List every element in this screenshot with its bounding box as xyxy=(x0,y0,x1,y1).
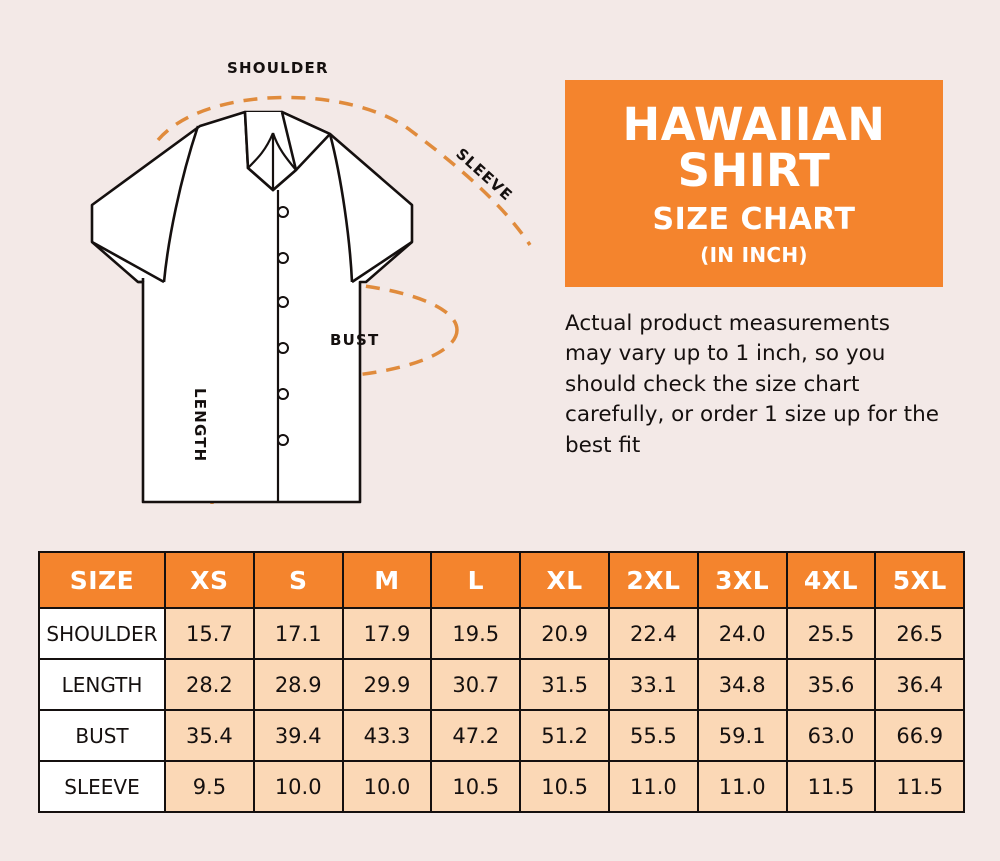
row-label-sleeve: SLEEVE xyxy=(39,761,165,812)
table-header-row xyxy=(39,552,964,608)
shoulder-label: SHOULDER xyxy=(227,59,329,77)
row-label-bust: BUST xyxy=(39,710,165,761)
cell-sleeve-2xl: 11.0 xyxy=(609,761,698,812)
title-line1: HAWAIIAN xyxy=(622,98,886,151)
bust-label: BUST xyxy=(330,331,380,349)
cell-length-3xl: 34.8 xyxy=(698,659,787,710)
table-col-header-3: M xyxy=(343,552,432,608)
sleeve-label: SLEEVE xyxy=(452,144,517,205)
unit-label: (IN INCH) xyxy=(700,242,808,267)
cell-length-xl: 31.5 xyxy=(520,659,609,710)
table-col-header-5: XL xyxy=(520,552,609,608)
row-label-length: LENGTH xyxy=(39,659,165,710)
cell-bust-m: 43.3 xyxy=(343,710,432,761)
size-table xyxy=(38,551,965,813)
row-label-shoulder: SHOULDER xyxy=(39,608,165,659)
cell-shoulder-l: 19.5 xyxy=(431,608,520,659)
table-row xyxy=(39,608,964,659)
table-col-header-4: L xyxy=(431,552,520,608)
table-row xyxy=(39,710,964,761)
cell-bust-l: 47.2 xyxy=(431,710,520,761)
cell-sleeve-l: 10.5 xyxy=(431,761,520,812)
cell-shoulder-s: 17.1 xyxy=(254,608,343,659)
cell-sleeve-3xl: 11.0 xyxy=(698,761,787,812)
cell-shoulder-2xl: 22.4 xyxy=(609,608,698,659)
header-panel xyxy=(565,80,943,461)
title-line2: SHIRT xyxy=(677,143,831,197)
cell-sleeve-xl: 10.5 xyxy=(520,761,609,812)
cell-bust-5xl: 66.9 xyxy=(875,710,964,761)
cell-length-s: 28.9 xyxy=(254,659,343,710)
length-label: LENGTH xyxy=(191,388,209,463)
cell-bust-s: 39.4 xyxy=(254,710,343,761)
table-row xyxy=(39,659,964,710)
table-col-header-1: XS xyxy=(165,552,254,608)
table-col-header-2: S xyxy=(254,552,343,608)
table-col-header-6: 2XL xyxy=(609,552,698,608)
cell-length-5xl: 36.4 xyxy=(875,659,964,710)
measurement-note: Actual product measurements may vary up to 1 inch, so you should check the size chart carefully, or order 1 size up for the best fit xyxy=(565,310,939,458)
cell-shoulder-xs: 15.7 xyxy=(165,608,254,659)
cell-sleeve-5xl: 11.5 xyxy=(875,761,964,812)
cell-bust-4xl: 63.0 xyxy=(787,710,876,761)
cell-bust-3xl: 59.1 xyxy=(698,710,787,761)
cell-shoulder-5xl: 26.5 xyxy=(875,608,964,659)
table-col-header-8: 4XL xyxy=(787,552,876,608)
cell-shoulder-4xl: 25.5 xyxy=(787,608,876,659)
cell-length-4xl: 35.6 xyxy=(787,659,876,710)
shirt-illustration xyxy=(30,30,550,520)
cell-sleeve-4xl: 11.5 xyxy=(787,761,876,812)
cell-sleeve-m: 10.0 xyxy=(343,761,432,812)
cell-bust-2xl: 55.5 xyxy=(609,710,698,761)
cell-length-l: 30.7 xyxy=(431,659,520,710)
cell-length-xs: 28.2 xyxy=(165,659,254,710)
cell-shoulder-xl: 20.9 xyxy=(520,608,609,659)
table-col-header-9: 5XL xyxy=(875,552,964,608)
table-row xyxy=(39,761,964,812)
cell-sleeve-xs: 9.5 xyxy=(165,761,254,812)
cell-sleeve-s: 10.0 xyxy=(254,761,343,812)
cell-length-2xl: 33.1 xyxy=(609,659,698,710)
subtitle: SIZE CHART xyxy=(652,201,856,237)
title-box xyxy=(565,80,943,287)
cell-bust-xs: 35.4 xyxy=(165,710,254,761)
table-col-header-7: 3XL xyxy=(698,552,787,608)
table-col-header-0: SIZE xyxy=(39,552,165,608)
size-table-wrap xyxy=(38,551,963,813)
cell-shoulder-3xl: 24.0 xyxy=(698,608,787,659)
cell-length-m: 29.9 xyxy=(343,659,432,710)
cell-bust-xl: 51.2 xyxy=(520,710,609,761)
cell-shoulder-m: 17.9 xyxy=(343,608,432,659)
